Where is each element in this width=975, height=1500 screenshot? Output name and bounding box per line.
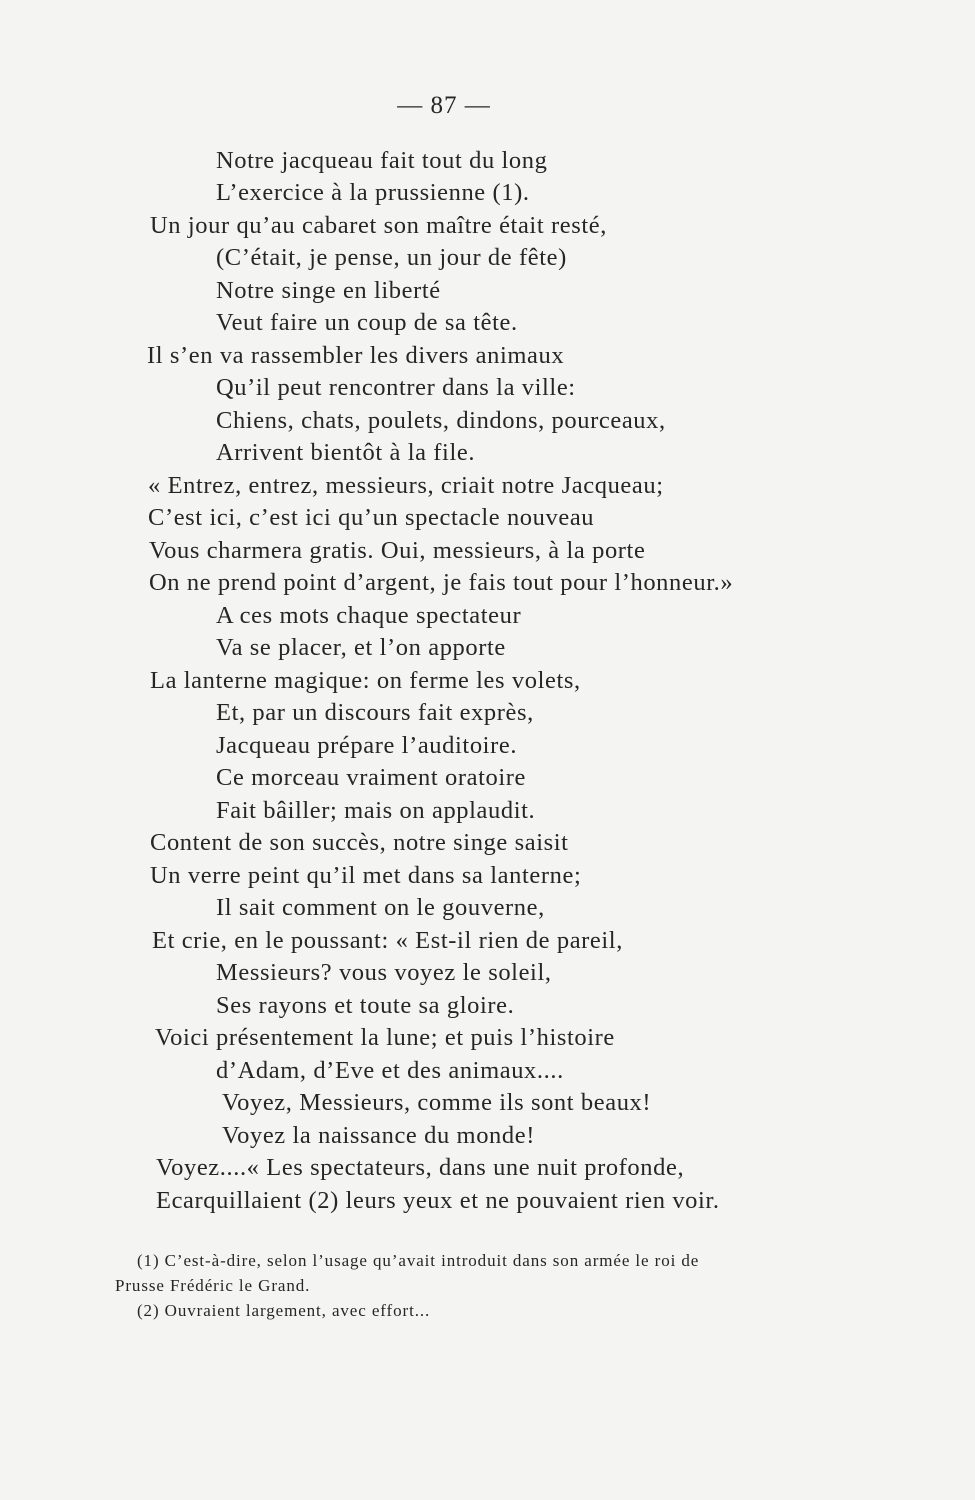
poem-line: La lanterne magique: on ferme les volets, [150, 667, 581, 694]
poem-line: On ne prend point d’argent, je fais tout pour l’honneur.» [149, 569, 734, 596]
poem-line: d’Adam, d’Eve et des animaux.... [216, 1057, 564, 1084]
poem-line: Content de son succès, notre singe saisit [150, 829, 569, 856]
poem-line: Arrivent bientôt à la file. [216, 439, 476, 466]
poem-line: Voyez....« Les spectateurs, dans une nuit profonde, [156, 1154, 685, 1181]
poem-line: « Entrez, entrez, messieurs, criait notre Jacqueau; [148, 472, 664, 499]
poem-line: Veut faire un coup de sa tête. [216, 309, 518, 336]
footnote-line: (2) Ouvraient largement, avec effort... [137, 1301, 431, 1320]
poem-line: Voyez, Messieurs, comme ils sont beaux! [222, 1089, 652, 1116]
poem-line: Ses rayons et toute sa gloire. [216, 992, 515, 1019]
page-number: — 87 — [397, 92, 491, 119]
poem-line: Vous charmera gratis. Oui, messieurs, à la porte [149, 537, 646, 564]
footnote-line: Prusse Frédéric le Grand. [115, 1276, 311, 1295]
poem-line: Qu’il peut rencontrer dans la ville: [216, 374, 576, 401]
poem-line: Voici présentement la lune; et puis l’histoire [155, 1024, 615, 1051]
poem-line: L’exercice à la prussienne (1). [216, 179, 530, 206]
poem-line: (C’était, je pense, un jour de fête) [216, 244, 567, 271]
poem-line: Il s’en va rassembler les divers animaux [147, 342, 565, 369]
poem-line: Un verre peint qu’il met dans sa lanterne; [150, 862, 582, 889]
poem-line: Voyez la naissance du monde! [222, 1122, 535, 1149]
poem-line: Chiens, chats, poulets, dindons, pourceaux, [216, 407, 666, 434]
poem-line: A ces mots chaque spectateur [216, 602, 522, 629]
poem-line: Va se placer, et l’on apporte [216, 634, 506, 661]
poem-line: Fait bâiller; mais on applaudit. [216, 797, 536, 824]
poem-line: Notre singe en liberté [216, 277, 441, 304]
poem-line: Notre jacqueau fait tout du long [216, 147, 548, 174]
footnote-line: (1) C’est-à-dire, selon l’usage qu’avait introduit dans son armée le roi de [137, 1251, 700, 1270]
poem-line: Et, par un discours fait exprès, [216, 699, 534, 726]
poem-line: Jacqueau prépare l’auditoire. [216, 732, 518, 759]
poem-line: Ce morceau vraiment oratoire [216, 764, 526, 791]
poem-line: Un jour qu’au cabaret son maître était resté, [150, 212, 607, 239]
poem-line: Ecarquillaient (2) leurs yeux et ne pouvaient rien voir. [156, 1187, 720, 1214]
poem-line: Messieurs? vous voyez le soleil, [216, 959, 552, 986]
poem-line: C’est ici, c’est ici qu’un spectacle nouveau [148, 504, 595, 531]
poem-line: Il sait comment on le gouverne, [216, 894, 545, 921]
poem-line: Et crie, en le poussant: « Est-il rien de pareil, [152, 927, 623, 954]
